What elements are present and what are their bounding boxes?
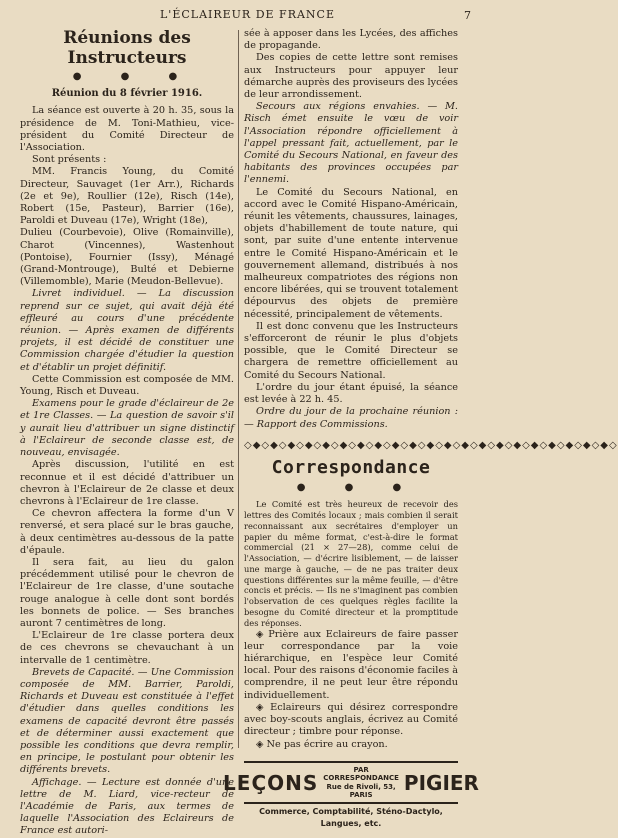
paragraph: La séance est ouverte à 20 h. 35, sous la présidence de M. Toni-Mathieu, vice-président du Comité Directeur de l'Association. (20, 105, 234, 154)
ornament-dots: ● ● ● (296, 481, 420, 493)
paragraph: L'ordre du jour étant épuisé, la séance est levée à 22 h. 45. (244, 381, 458, 406)
notice-text: Le Comité est très heureux de recevoir des lettres des Comités locaux ; mais combien il serait reconnaissant aux secrétaires d'employer un papier du même format, c'est-à-dire le format commercial (21 × 27—28), comme celui de l'Association, — d'écrire lisiblement, — de laisser une marge à gauche, — de ne pas traiter deux questions différentes sur la même feuille, — d'être concis et précis. — Ils ne s'imaginent pas combien l'observation de ces quelques règles facilite la besogne du Comité directeur et la promptitude des réponses. (244, 499, 458, 628)
paragraph: Affichage. — Lecture est donnée d'une lettre de M. Liard, vice-recteur de l'Académie de Paris, aux termes de laquelle l'Association des Eclaireurs de France est autori- (20, 776, 234, 837)
paragraph: Brevets de Capacité. — Une Commission composée de MM. Barrier, Paroldi, Richards et Duveau est constituée à l'effet d'étudier dans quelles conditions les examens de capacité devront être passés et de déterminer aussi exactement que possible les conditions que devra remplir, en principe, le postulant pour obtenir les différents brevets. (20, 666, 234, 776)
paragraph: Dulieu (Courbevoie), Olive (Romainville), Charot (Vincennes), Wastenhout (Pontoise), Fournier (Issy), Ménagé (Grand-Montrouge), Bulté et Debierne (Villemomble), Marie (Meudon-Bellevue). (20, 227, 234, 288)
paragraph: Examens pour le grade d'éclaireur de 2e et 1re Classes. — La question de savoir s'il y aurait lieu d'attribuer un signe distinctif à l'Eclaireur de seconde classe est, de nouveau, envisagée. (20, 398, 234, 459)
ad-subjects: Commerce, Comptabilité, Sténo-Dactylo, Langues, etc. (259, 806, 443, 828)
bullet-item: ◈ Prière aux Eclaireurs de faire passer leur correspondance par la voie hiérarchique, en l'espèce leur Comité local. Pour des raisons d'économie faciles à comprendre, il ne peut leur être répondu individuellement. (244, 628, 458, 701)
paragraph: Livret individuel. — La discussion reprend sur ce sujet, qui avait déjà été effleuré au cours d'une précédente réunion. — Après examen de différents projets, il est décidé de constituer une Commission chargée d'étudier la question et d'établir un projet définitif. (20, 288, 234, 373)
left-column (20, 28, 234, 838)
paragraph: L'Eclaireur de 1re classe portera deux de ces chevrons se chevauchant à un intervalle de 1 centimètre. (20, 630, 234, 666)
paragraph: Secours aux régions envahies. — M. Risch émet ensuite le vœu de voir l'Association répondre officiellement à l'appel pressant fait, actuellement, par le Comité du Secours National, en faveur des habitants des provinces occupées par l'ennemi. (244, 101, 458, 186)
column-divider (238, 30, 239, 748)
pigier-advertisement (223, 761, 479, 804)
ad-address: Rue de Rivoli, 53, PARIS (326, 782, 396, 800)
paragraph: MM. Francis Young, du Comité Directeur, Sauvaget (1er Arr.), Richards (2e et 9e), Roullier (12e), Risch (14e), Robert (15e, Pasteur), Barrier (16e), Paroldi et Duveau (17e), Wright (18e), (20, 166, 234, 227)
paragraph: Ce chevron affectera la forme d'un V renversé, et sera placé sur le bras gauche, à deux centimètres au-dessous de la patte d'épaule. (20, 508, 234, 556)
bullet-item: ◈ Eclaireurs qui désirez correspondre avec boy-scouts anglais, écrivez au Comité directeur ; timbre pour réponse. (244, 701, 458, 738)
paragraph: Des copies de cette lettre sont remises aux Instructeurs pour appuyer leur démarche auprès des proviseurs des lycées de leur arrondissement. (244, 52, 458, 101)
bullet-item: ◈ Ne pas écrire au crayon. (256, 738, 388, 750)
paragraph: Le Comité du Secours National, en accord avec le Comité Hispano-Américain, réunit les vêtements, chaussures, lainages, objets d'habillement de toute nature, qui sont, par suite d'une entente intervenue entre le Comité Hispano-Américain et le gouvernement allemand, distribués à nos malheureux compatriotes des régions non encore libérées, qui se trouvent totalement dépourvus des objets de première nécessité, principalement de vêtements. (244, 186, 458, 320)
ad-pigier: PIGIER (403, 770, 479, 795)
ad-lecons: LEÇONS (223, 770, 319, 795)
paragraph: Après discussion, l'utilité en est reconnue et il est décidé d'attribuer un chevron à l'Eclaireur de 2e classe et deux chevrons à l'Eclaireur de 1re classe. (20, 459, 234, 507)
paragraph: Sont présents : (32, 154, 107, 166)
paragraph: Ordre du jour de la prochaine réunion : — Rapport des Commissions. (244, 406, 458, 430)
ad-middle (323, 766, 399, 800)
ad-correspondance: PAR CORRESPONDANCE (323, 765, 399, 783)
paragraph: Il est donc convenu que les Instructeurs s'efforceront de réunir le plus d'objets possible, que le Comité Directeur se chargera de remettre officiellement au Comité du Secours National. (244, 320, 458, 381)
section-title: Réunions des Instructeurs (63, 28, 191, 68)
page-number: 7 (464, 9, 471, 22)
correspondence-title: Correspondance (271, 456, 431, 478)
right-column (223, 28, 618, 830)
paragraph: Il sera fait, au lieu du galon précédemment utilisé pour le chevron de l'Eclaireur de 1re classe, d'une soutache rouge analogue à celle dont sont bordés les bonnets de police. — Ses branches auront 7 centimètres de long. (20, 556, 234, 629)
paragraph: sée à apposer dans les Lycées, des affiches de propagande. (244, 28, 458, 52)
paragraph: Cette Commission est composée de MM. Young, Risch et Duveau. (20, 373, 234, 398)
ornament-dots: ● ● ● (72, 71, 196, 82)
decorative-divider: ◇◆◇◆◇◆◇◆◇◆◇◆◇◆◇◆◇◆◇◆◇◆◇◆◇◆◇◆◇◆◇◆◇◆◇◆◇◆◇◆◇◆◇ (244, 439, 618, 451)
running-header: L'ÉCLAIREUR DE FRANCE (159, 8, 335, 21)
meeting-date-heading: Réunion du 8 février 1916. (51, 88, 203, 100)
